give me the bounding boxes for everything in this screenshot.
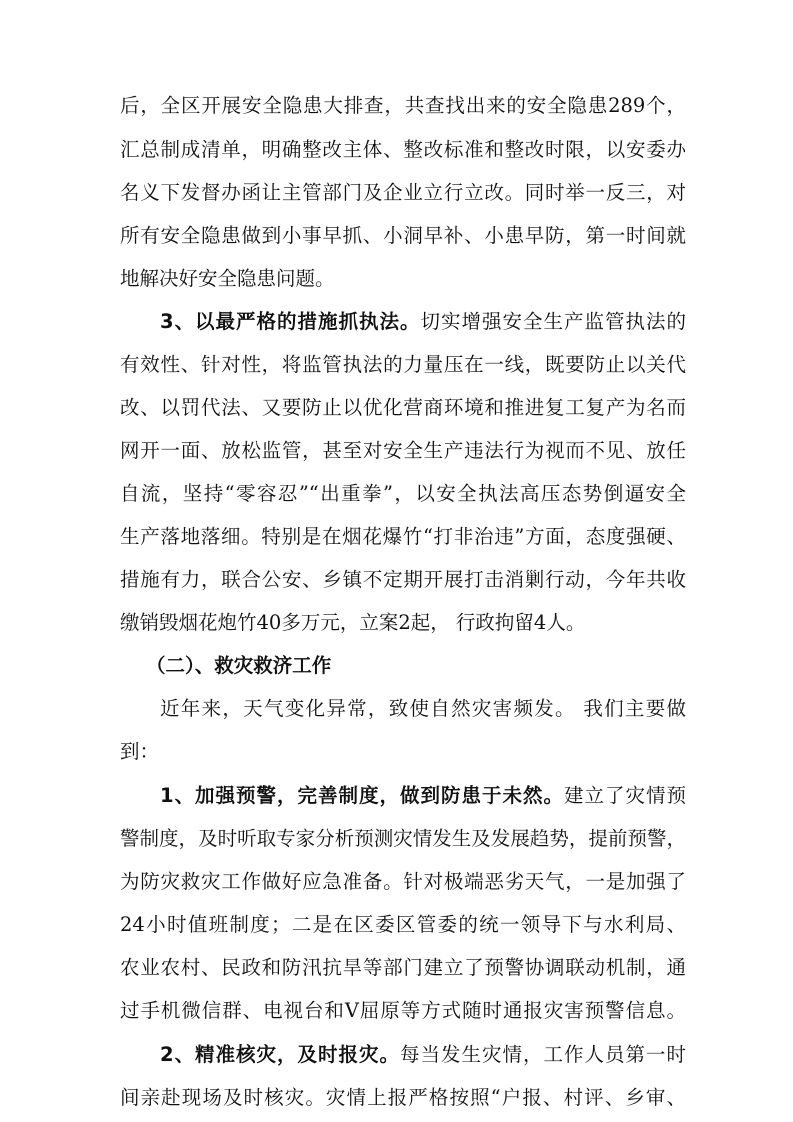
body-text: 每当发生灾情，工作人员第一时	[400, 1043, 686, 1066]
bold-heading-text: 2、精准核灾，及时报灾。	[160, 1043, 401, 1066]
text-line	[120, 436, 686, 466]
body-text: 过手机微信群、电视台和V屈原等方式随时通报灾害预警信息。	[120, 999, 686, 1022]
body-text: 地解决好安全隐患问题。	[120, 267, 335, 290]
body-text: 有效性、针对性，将监管执法的力量压在一线，既要防止以关代	[120, 353, 686, 376]
body-text: 切实增强安全生产监管执法的	[420, 310, 686, 333]
text-line	[120, 737, 686, 767]
text-line	[120, 221, 686, 251]
bold-heading-text: （二）、救灾救济工作	[146, 654, 332, 677]
text-line	[120, 178, 686, 208]
text-line	[120, 996, 686, 1026]
body-text: 间亲赴现场及时核灾。灾情上报严格按照“户报、村评、乡审、	[120, 1086, 686, 1109]
body-text: 名义下发督办函让主管部门及企业立行立改。同时举一反三，对	[120, 181, 686, 204]
text-line	[120, 1083, 686, 1113]
body-text: 到：	[120, 740, 160, 763]
text-line	[160, 694, 686, 724]
body-text: 所有安全隐患做到小事早抓、小洞早补、小患早防，第一时间就	[120, 224, 686, 247]
body-text: 后，全区开展安全隐患大排查，共查找出来的安全隐患289个，	[120, 94, 686, 117]
text-line	[120, 608, 686, 638]
body-text: 自流，坚持“零容忍”“出重拳”，以安全执法高压态势倒逼安全	[120, 482, 686, 505]
body-text: 生产落地落细。特别是在烟花爆竹“打非治违”方面，态度强硬、	[120, 525, 686, 548]
body-text: 近年来，天气变化异常，致使自然灾害频发。 我们主要做	[160, 697, 686, 720]
text-line	[120, 393, 686, 423]
body-text: 网开一面、放松监管，甚至对安全生产违法行为视而不见、放任	[120, 439, 686, 462]
bold-heading-text: 3、以最严格的措施抓执法。	[160, 310, 421, 333]
text-line	[146, 651, 686, 681]
text-line	[120, 565, 686, 595]
text-line	[120, 522, 686, 552]
body-text: 措施有力，联合公安、乡镇不定期开展打击消剿行动，今年共收	[120, 568, 686, 591]
text-line	[120, 910, 686, 940]
text-line	[120, 135, 686, 165]
body-text: 建立了灾情预	[564, 784, 686, 807]
body-text: 警制度，及时听取专家分析预测灾情发生及发展趋势，提前预警，	[120, 827, 686, 850]
text-line	[120, 264, 686, 294]
body-text: 农业农村、民政和防汛抗旱等部门建立了预警协调联动机制，通	[120, 956, 686, 979]
text-line	[120, 91, 686, 121]
body-text: 为防灾救灾工作做好应急准备。针对极端恶劣天气，一是加强了	[120, 870, 686, 893]
text-line	[120, 867, 686, 897]
text-line	[160, 781, 686, 811]
text-line	[120, 350, 686, 380]
text-line	[160, 307, 686, 337]
text-line	[160, 1040, 686, 1070]
body-text: 改、以罚代法、又要防止以优化营商环境和推进复工复产为名而	[120, 396, 686, 419]
body-text: 24小时值班制度；二是在区委区管委的统一领导下与水利局、	[120, 913, 686, 936]
text-line	[120, 824, 686, 854]
bold-heading-text: 1、加强预警，完善制度，做到防患于未然。	[160, 784, 564, 807]
body-text: 汇总制成清单，明确整改主体、整改标准和整改时限，以安委办	[120, 138, 686, 161]
body-text: 缴销毁烟花炮竹40多万元，立案2起， 行政拘留4人。	[120, 611, 586, 634]
text-line	[120, 479, 686, 509]
text-line	[120, 953, 686, 983]
